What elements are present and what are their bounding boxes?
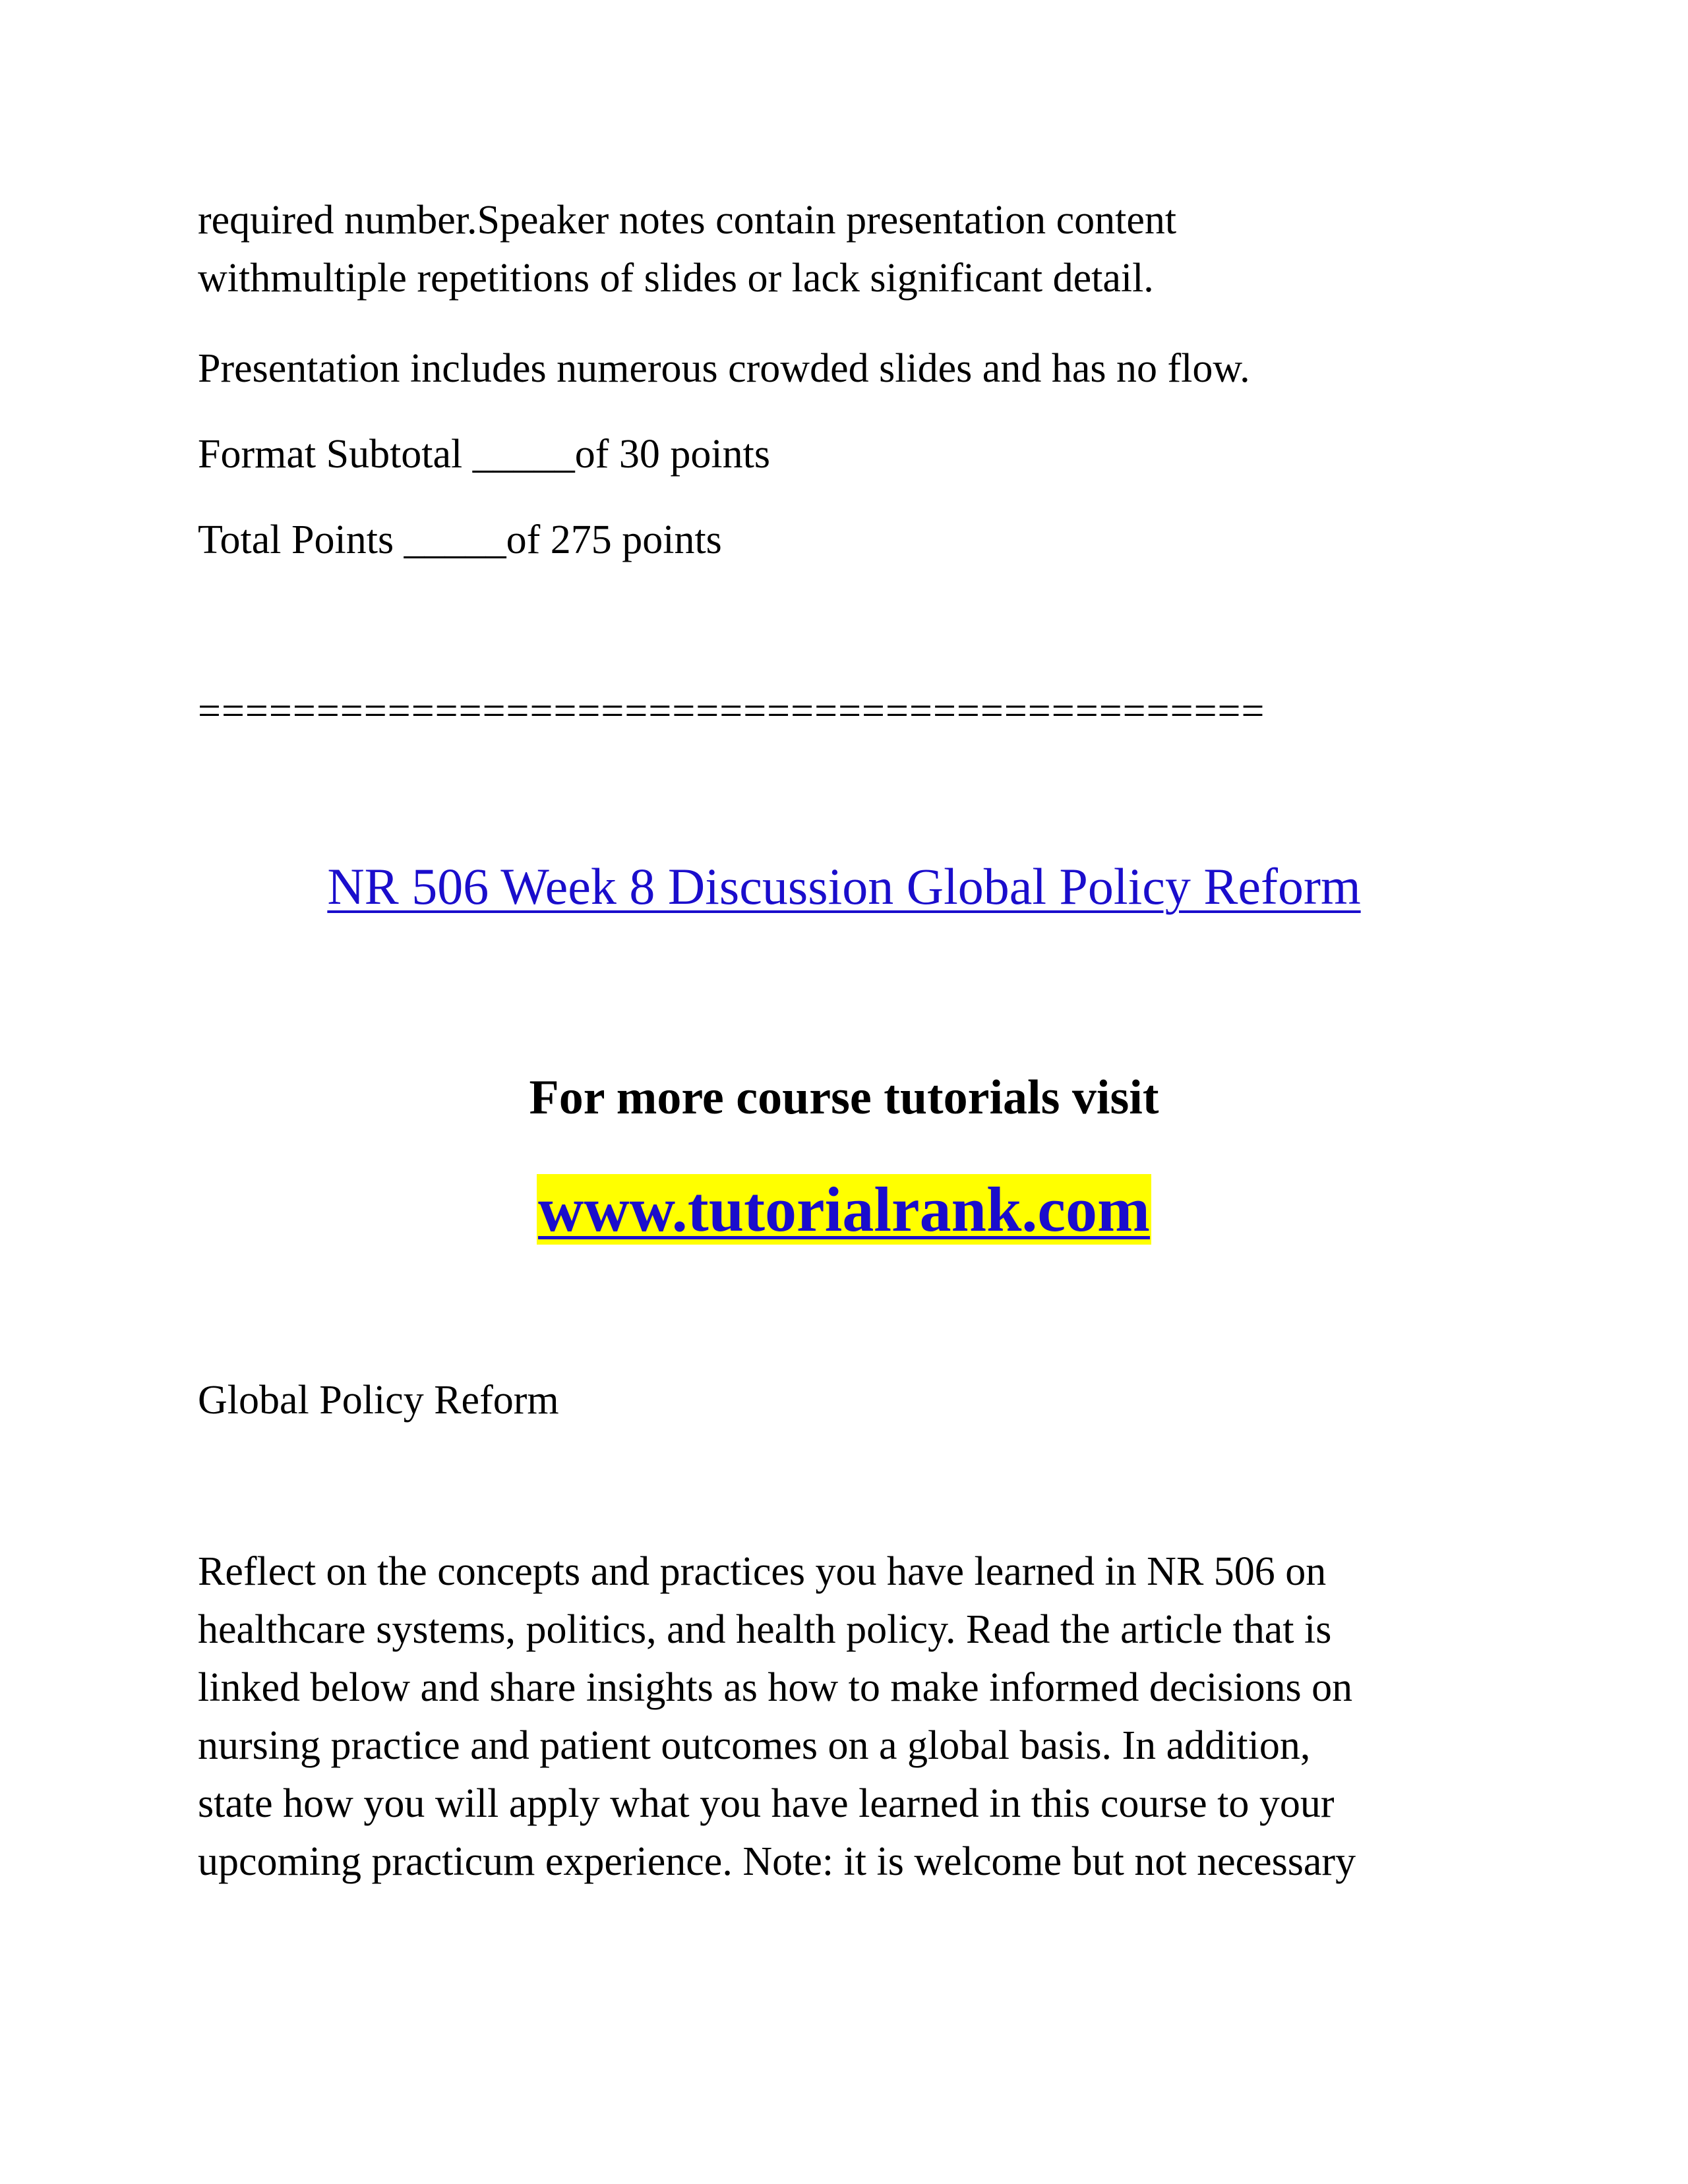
body-line: healthcare systems, politics, and health policy. Read the article that is <box>198 1607 1332 1652</box>
tutorials-prompt: For more course tutorials visit <box>529 1071 1159 1125</box>
presentation-note: Presentation includes numerous crowded slides and has no flow. <box>198 346 1250 391</box>
section-title: Global Policy Reform <box>198 1378 559 1423</box>
total-points: Total Points _____of 275 points <box>198 517 722 562</box>
format-subtotal: Format Subtotal _____of 30 points <box>198 432 770 477</box>
course-link[interactable]: NR 506 Week 8 Discussion Global Policy Reform <box>327 858 1361 915</box>
separator-line: ============================================= <box>198 689 1265 734</box>
body-line: nursing practice and patient outcomes on a global basis. In addition, <box>198 1723 1311 1768</box>
body-line: upcoming practicum experience. Note: it is welcome but not necessary <box>198 1839 1356 1884</box>
rubric-line-1: required number.Speaker notes contain presentation content <box>198 198 1177 243</box>
body-line: linked below and share insights as how to make informed decisions on <box>198 1665 1353 1710</box>
site-link-row <box>0 1167 1688 1271</box>
rubric-line-2: withmultiple repetitions of slides or lack significant detail. <box>198 256 1154 301</box>
body-paragraph <box>198 1543 1356 1891</box>
body-line: Reflect on the concepts and practices you have learned in NR 506 on <box>198 1549 1327 1594</box>
rubric-text-block <box>198 191 1176 307</box>
site-link[interactable]: www.tutorialrank.com <box>538 1174 1150 1245</box>
course-heading <box>0 850 1688 937</box>
body-line: state how you will apply what you have learned in this course to your <box>198 1781 1335 1826</box>
